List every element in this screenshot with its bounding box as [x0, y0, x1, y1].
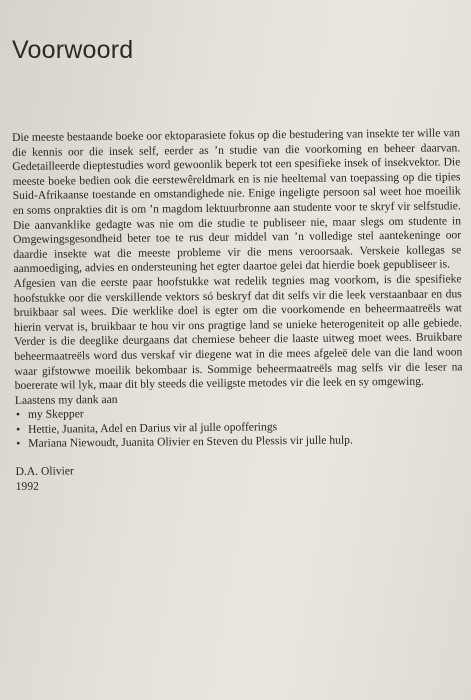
paragraph-purpose: Afgesien van die eerste paar hoofstukke wat redelik tegnies mag voorkom, is die spesifieke hoofstukke oor die verskillende vektors só beskryf dat dit selfs vir die leek verstaanbaar en dus bruikbaar sal wees. Die werklike doel is egter om die voorkomende en beheermaatreëls wat hierin vervat is, bruikbaar te hou vir ons pragtige land se unieke heterogeniteit op alle gebiede. Verder is die deeglike deurgaans dat chemiese beheer die laaste uitweg moet wees. Bruikbare beheermaatreëls word dus verskaf vir diegene wat in die mees afgeleë dele van die land woon waar gifstowwe moeilik bekombaar is. Sommige beheermaatreëls mag selfs vir die leser na boererate wil lyk, maar dit bly steeds die veiligste metodes vir die leek en sy omgewing.: [13, 272, 463, 393]
thanks-list: [15, 404, 463, 452]
page-title: Voorwoord: [12, 36, 134, 64]
signature-block: [15, 460, 463, 494]
signature-year: 1992: [15, 479, 39, 493]
paragraph-intro: Die meeste bestaande boeke oor ektoparasiete fokus op die bestudering van insekte ter wille van die kennis oor die insek self, eerder as ’n studie van die voorkoming en beheer daarvan. Gedetailleerde dieptestudies word gewoonlik beperk tot een spesifieke insek of insekvektor. Die meeste boeke bedien ook die eerstewêreldmark en is nie heeltemal van toepassing op die tipies Suid-Afrikaanse toestande en omstandighede nie. Enige ingeligte persoon sal weet hoe moeilik en soms onprakties dit is om ’n magdom lektuurbronne aan studente voor te skryf vir selfstudie. Die aanvanklike gedagte was nie om die studie te publiseer nie, maar slegs om studente in Omgewingsgesondheid beter toe te rus deur middel van ’n volledige stel aantekeninge oor daardie insekte wat die meeste probleme vir die mens veroorsaak. Verskeie kollegas se aanmoediging, advies en ondersteuning het egter daartoe gelei dat hierdie boek gepubliseer is.: [12, 126, 462, 276]
author-name: D.A. Olivier: [15, 464, 74, 479]
thanks-intro: Laastens my dank aan: [14, 392, 118, 407]
list-item: • Hettie, Juanita, Adel en Darius vir al julle opofferings: [15, 418, 463, 437]
list-item: • my Skepper: [15, 404, 463, 423]
list-item: • Mariana Niewoudt, Juanita Olivier en Steven du Plessis vir julle hulp.: [15, 433, 463, 452]
preface-body: [12, 126, 464, 494]
